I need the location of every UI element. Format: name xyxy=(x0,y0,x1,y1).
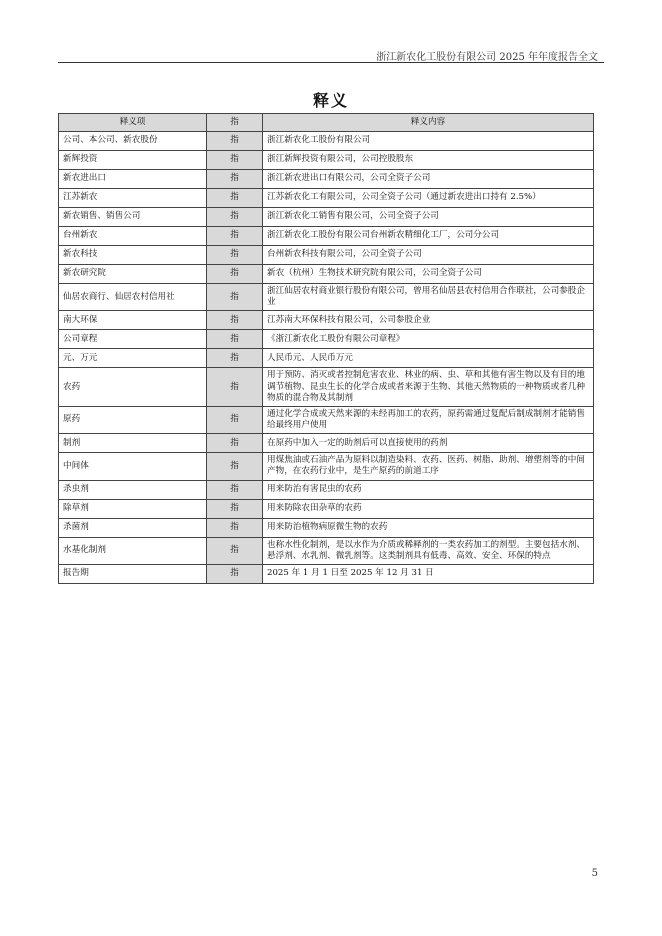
table-row xyxy=(59,227,594,246)
header-ref: 指 xyxy=(207,114,263,132)
ref-cell: 指 xyxy=(207,246,263,265)
table-row xyxy=(59,564,594,583)
table-row xyxy=(59,284,594,311)
ref-cell: 指 xyxy=(207,208,263,227)
table-row xyxy=(59,132,594,151)
table-row xyxy=(59,330,594,349)
definition-cell: 浙江新农化工销售有限公司，公司全资子公司 xyxy=(263,208,594,227)
definition-cell: 也称水性化制剂，是以水作为介质或稀释剂的一类农药加工的剂型。主要包括水剂、悬浮剂、水乳剂、微乳剂等。这类制剂具有低毒、高效、安全、环保的特点 xyxy=(263,537,594,564)
table-row xyxy=(59,406,594,433)
definition-cell: 浙江仙居农村商业银行股份有限公司，曾用名仙居县农村信用合作联社，公司参股企业 xyxy=(263,284,594,311)
table-row xyxy=(59,208,594,227)
table-row xyxy=(59,480,594,499)
ref-cell: 指 xyxy=(207,453,263,480)
term-cell: 台州新农 xyxy=(59,227,207,246)
ref-cell: 指 xyxy=(207,227,263,246)
header-term: 释义项 xyxy=(59,114,207,132)
ref-cell: 指 xyxy=(207,564,263,583)
term-cell: 元、万元 xyxy=(59,349,207,368)
definition-cell: 江苏新农化工有限公司，公司全资子公司（通过新农进出口持有 2.5%） xyxy=(263,189,594,208)
definition-cell: 台州新农科技有限公司，公司全资子公司 xyxy=(263,246,594,265)
ref-cell: 指 xyxy=(207,132,263,151)
term-cell: 除草剂 xyxy=(59,499,207,518)
term-cell: 南大环保 xyxy=(59,311,207,330)
ref-cell: 指 xyxy=(207,349,263,368)
term-cell: 中间体 xyxy=(59,453,207,480)
definition-cell: 浙江新农进出口有限公司，公司全资子公司 xyxy=(263,170,594,189)
definition-cell: 浙江新农化工股份有限公司 xyxy=(263,132,594,151)
definition-cell: 用于预防、消灭或者控制危害农业、林业的病、虫、草和其他有害生物以及有目的地调节植物、昆虫生长的化学合成或者来源于生物、其他天然物质的一种物质或者几种物质的混合物及其制剂 xyxy=(263,368,594,407)
definition-cell: 在原药中加入一定的助剂后可以直接使用的药剂 xyxy=(263,434,594,453)
term-cell: 制剂 xyxy=(59,434,207,453)
definition-cell: 浙江新农化工股份有限公司台州新农精细化工厂，公司分公司 xyxy=(263,227,594,246)
table-row xyxy=(59,518,594,537)
term-cell: 报告期 xyxy=(59,564,207,583)
definition-cell: 用来防除农田杂草的农药 xyxy=(263,499,594,518)
ref-cell: 指 xyxy=(207,499,263,518)
definition-cell: 《浙江新农化工股份有限公司章程》 xyxy=(263,330,594,349)
definitions-table xyxy=(58,113,594,584)
ref-cell: 指 xyxy=(207,368,263,407)
table-row xyxy=(59,453,594,480)
term-cell: 仙居农商行、仙居农村信用社 xyxy=(59,284,207,311)
table-row xyxy=(59,434,594,453)
definition-cell: 新农（杭州）生物技术研究院有限公司，公司全资子公司 xyxy=(263,265,594,284)
term-cell: 新农进出口 xyxy=(59,170,207,189)
ref-cell: 指 xyxy=(207,406,263,433)
header-definition: 释义内容 xyxy=(263,114,594,132)
definition-cell: 通过化学合成或天然来源的未经再加工的农药，原药需通过复配后制成制剂才能销售给最终用户使用 xyxy=(263,406,594,433)
ref-cell: 指 xyxy=(207,537,263,564)
term-cell: 新农科技 xyxy=(59,246,207,265)
term-cell: 公司、本公司、新农股份 xyxy=(59,132,207,151)
table-row xyxy=(59,349,594,368)
term-cell: 公司章程 xyxy=(59,330,207,349)
ref-cell: 指 xyxy=(207,330,263,349)
term-cell: 江苏新农 xyxy=(59,189,207,208)
table-row xyxy=(59,499,594,518)
table-row xyxy=(59,189,594,208)
table-row xyxy=(59,311,594,330)
definition-cell: 用来防治有害昆虫的农药 xyxy=(263,480,594,499)
ref-cell: 指 xyxy=(207,189,263,208)
ref-cell: 指 xyxy=(207,151,263,170)
definition-cell: 用来防治植物病原微生物的农药 xyxy=(263,518,594,537)
ref-cell: 指 xyxy=(207,265,263,284)
term-cell: 杀菌剂 xyxy=(59,518,207,537)
definition-cell: 2025 年 1 月 1 日至 2025 年 12 月 31 日 xyxy=(263,564,594,583)
term-cell: 新农销售、销售公司 xyxy=(59,208,207,227)
definition-cell: 浙江新辉投资有限公司，公司控股股东 xyxy=(263,151,594,170)
page-number: 5 xyxy=(591,868,598,879)
term-cell: 杀虫剂 xyxy=(59,480,207,499)
term-cell: 新农研究院 xyxy=(59,265,207,284)
definition-cell: 人民币元、人民币万元 xyxy=(263,349,594,368)
ref-cell: 指 xyxy=(207,170,263,189)
term-cell: 原药 xyxy=(59,406,207,433)
table-row xyxy=(59,265,594,284)
table-row xyxy=(59,537,594,564)
page-header: 浙江新农化工股份有限公司 2025 年年度报告全文 xyxy=(376,52,598,63)
table-row xyxy=(59,246,594,265)
definition-cell: 用煤焦油或石油产品为原料以制造染料、农药、医药、树脂、助剂、增塑剂等的中间产物，在农药行业中，是生产原药的前道工序 xyxy=(263,453,594,480)
ref-cell: 指 xyxy=(207,284,263,311)
ref-cell: 指 xyxy=(207,518,263,537)
table-row xyxy=(59,151,594,170)
ref-cell: 指 xyxy=(207,311,263,330)
table-header-row xyxy=(59,114,594,132)
term-cell: 水基化制剂 xyxy=(59,537,207,564)
term-cell: 农药 xyxy=(59,368,207,407)
page-title: 释义 xyxy=(312,91,349,110)
ref-cell: 指 xyxy=(207,434,263,453)
table-row xyxy=(59,170,594,189)
term-cell: 新辉投资 xyxy=(59,151,207,170)
definition-cell: 江苏南大环保科技有限公司，公司参股企业 xyxy=(263,311,594,330)
table-row xyxy=(59,368,594,407)
header-divider xyxy=(58,62,604,63)
ref-cell: 指 xyxy=(207,480,263,499)
